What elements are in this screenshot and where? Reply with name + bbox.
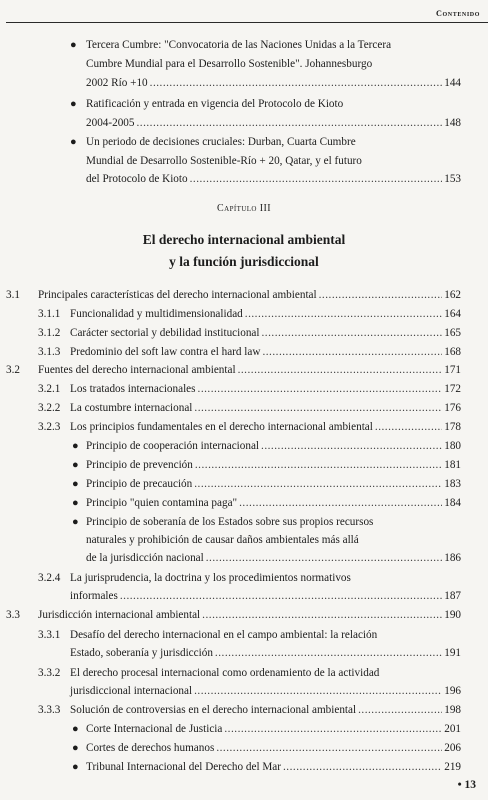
entry-title: jurisdiccional internacional	[70, 685, 193, 697]
bullet-icon: ●	[72, 440, 79, 452]
item-title: 2004-2005	[86, 117, 135, 129]
entry-title: Carácter sectorial y debilidad institucional	[70, 327, 260, 339]
entry-line: Principio de soberanía de los Estados sobre sus propios recursos	[86, 516, 374, 528]
page-number: 181	[444, 459, 461, 471]
toc-entry	[70, 702, 461, 719]
toc-entry	[86, 476, 461, 493]
leader-dots	[224, 721, 442, 738]
leader-dots	[194, 683, 442, 700]
page-number: 198	[444, 704, 461, 716]
chapter-title-line-1: El derecho internacional ambiental	[142, 232, 346, 247]
page-number: 144	[444, 77, 461, 89]
leader-dots	[262, 325, 443, 342]
entry-title: Principio de prevención	[86, 459, 193, 471]
entry-title: Estado, soberanía y jurisdicción	[70, 647, 213, 659]
page-number: 186	[444, 552, 461, 564]
leader-dots	[194, 476, 442, 493]
toc-entry	[70, 325, 461, 342]
entry-title: Los principios fundamentales en el derecho internacional ambiental	[70, 421, 373, 433]
page-footer-number: • 13	[457, 779, 476, 791]
entry-title: Predominio del soft law contra el hard law	[70, 346, 261, 358]
toc-entry	[38, 607, 461, 624]
entry-title: Funcionalidad y multidimensionalidad	[70, 308, 243, 320]
item-line: Cumbre Mundial para el Desarrollo Sostenible". Johannesburgo	[86, 58, 373, 70]
header-rule	[6, 22, 488, 23]
entry-title: Principio de precaución	[86, 478, 193, 490]
item-line: Un periodo de decisiones cruciales: Durban, Cuarta Cumbre	[86, 136, 356, 148]
leader-dots	[216, 740, 442, 757]
page-number: 162	[444, 289, 461, 301]
section-number: 3.1.3	[38, 346, 61, 358]
entry-title: Cortes de derechos humanos	[86, 742, 215, 754]
leader-dots	[262, 344, 442, 361]
item-title: del Protocolo de Kioto	[86, 173, 188, 185]
leader-dots	[261, 438, 442, 455]
section-number: 3.3.3	[38, 704, 61, 716]
leader-dots	[245, 306, 442, 323]
leader-dots	[239, 495, 442, 512]
toc-entry	[38, 287, 461, 304]
toc-entry	[70, 588, 461, 605]
section-number: 3.3.2	[38, 667, 61, 679]
page-number: 168	[444, 346, 461, 358]
item-line: Mundial de Desarrollo Sostenible-Río + 20, Qatar, y el futuro	[86, 155, 362, 167]
page-number: 171	[444, 364, 461, 376]
section-number: 3.1.1	[38, 308, 61, 320]
leader-dots	[358, 702, 442, 719]
page-number: 196	[444, 685, 461, 697]
leader-dots	[198, 381, 443, 398]
section-number: 3.2	[6, 364, 20, 376]
page-number: 184	[444, 497, 461, 509]
page-number: 180	[444, 440, 461, 452]
bullet-icon: ●	[72, 761, 79, 773]
toc-entry	[86, 759, 461, 776]
entry-line: El derecho procesal internacional como ordenamiento de la actividad	[70, 667, 380, 679]
running-header	[0, 2, 488, 22]
bullet-icon: ●	[72, 742, 79, 754]
page-number: 178	[444, 421, 461, 433]
bullet-icon: ●	[72, 497, 79, 509]
entry-title: Principio "quien contamina paga"	[86, 497, 238, 509]
entry-title: Fuentes del derecho internacional ambiental	[38, 364, 236, 376]
item-title: 2002 Río +10	[86, 77, 148, 89]
bullet-icon: ●	[70, 136, 77, 148]
section-number: 3.1	[6, 289, 20, 301]
section-number: 3.2.3	[38, 421, 61, 433]
chapter-title-line-2: y la función jurisdiccional	[169, 254, 319, 269]
section-number: 3.3	[6, 609, 20, 621]
leader-dots	[283, 759, 442, 776]
section-number: 3.2.2	[38, 402, 61, 414]
bullet-icon: ●	[72, 478, 79, 490]
leader-dots	[206, 550, 442, 567]
section-number: 3.2.1	[38, 383, 61, 395]
toc-entry	[70, 306, 461, 323]
leader-dots	[136, 115, 442, 132]
entry-line: Desafío del derecho internacional en el campo ambiental: la relación	[70, 629, 378, 641]
toc-entry	[86, 457, 461, 474]
leader-dots	[194, 400, 442, 417]
leader-dots	[190, 171, 443, 188]
entry-title: de la jurisdicción nacional	[86, 552, 204, 564]
leader-dots	[319, 287, 443, 304]
page-number: 172	[444, 383, 461, 395]
page-number: 191	[444, 647, 461, 659]
item-line: Ratificación y entrada en vigencia del Protocolo de Kioto	[86, 98, 344, 110]
bullet-icon: ●	[72, 516, 79, 528]
toc-entry	[70, 645, 461, 662]
toc-entry	[70, 400, 461, 417]
toc-entry	[86, 721, 461, 738]
entry-line: La jurisprudencia, la doctrina y los procedimientos normativos	[70, 572, 351, 584]
page-number: 148	[444, 117, 461, 129]
toc-entry	[70, 344, 461, 361]
chapter-label: Capítulo III	[217, 203, 271, 214]
leader-dots	[215, 645, 442, 662]
page-number: 176	[444, 402, 461, 414]
entry-line: naturales y prohibición de causar daños ambientales más allá	[86, 534, 359, 546]
bullet-icon: ●	[70, 98, 77, 110]
section-number: 3.1.2	[38, 327, 61, 339]
toc-entry	[86, 438, 461, 455]
entry-title: Los tratados internacionales	[70, 383, 196, 395]
leader-dots	[120, 588, 442, 605]
page-number: 183	[444, 478, 461, 490]
entry-title: Corte Internacional de Justicia	[86, 723, 223, 735]
page-number: 165	[444, 327, 461, 339]
leader-dots	[238, 362, 443, 379]
entry-title: Jurisdicción internacional ambiental	[38, 609, 201, 621]
page-number: 206	[444, 742, 461, 754]
header-title: Contenido	[436, 9, 480, 18]
entry-title: Tribunal Internacional del Derecho del Mar	[86, 761, 281, 773]
toc-entry	[38, 362, 461, 379]
page-number: 201	[444, 723, 461, 735]
toc-entry	[86, 495, 461, 512]
toc-entry	[86, 550, 461, 567]
entry-title: Principales características del derecho internacional ambiental	[38, 289, 317, 301]
entry-title: Solución de controversias en el derecho internacional ambiental	[70, 704, 357, 716]
item-line: Tercera Cumbre: "Convocatoria de las Naciones Unidas a la Tercera	[86, 39, 392, 51]
leader-dots	[202, 607, 442, 624]
page-number: 164	[444, 308, 461, 320]
bullet-icon: ●	[72, 723, 79, 735]
leader-dots	[150, 75, 443, 92]
bullet-icon: ●	[72, 459, 79, 471]
leader-dots	[375, 419, 442, 436]
toc-entry	[70, 419, 461, 436]
entry-title: Principio de cooperación internacional	[86, 440, 260, 452]
entry-title: informales	[70, 590, 118, 602]
section-number: 3.3.1	[38, 629, 61, 641]
page-number: 219	[444, 761, 461, 773]
bullet-icon: ●	[70, 39, 77, 51]
page-number: 187	[444, 590, 461, 602]
page-number: 190	[444, 609, 461, 621]
entry-title: La costumbre internacional	[70, 402, 193, 414]
toc-entry	[86, 740, 461, 757]
page-number: 153	[444, 173, 461, 185]
leader-dots	[195, 457, 442, 474]
toc-entry	[70, 683, 461, 700]
section-number: 3.2.4	[38, 572, 61, 584]
toc-entry	[70, 381, 461, 398]
